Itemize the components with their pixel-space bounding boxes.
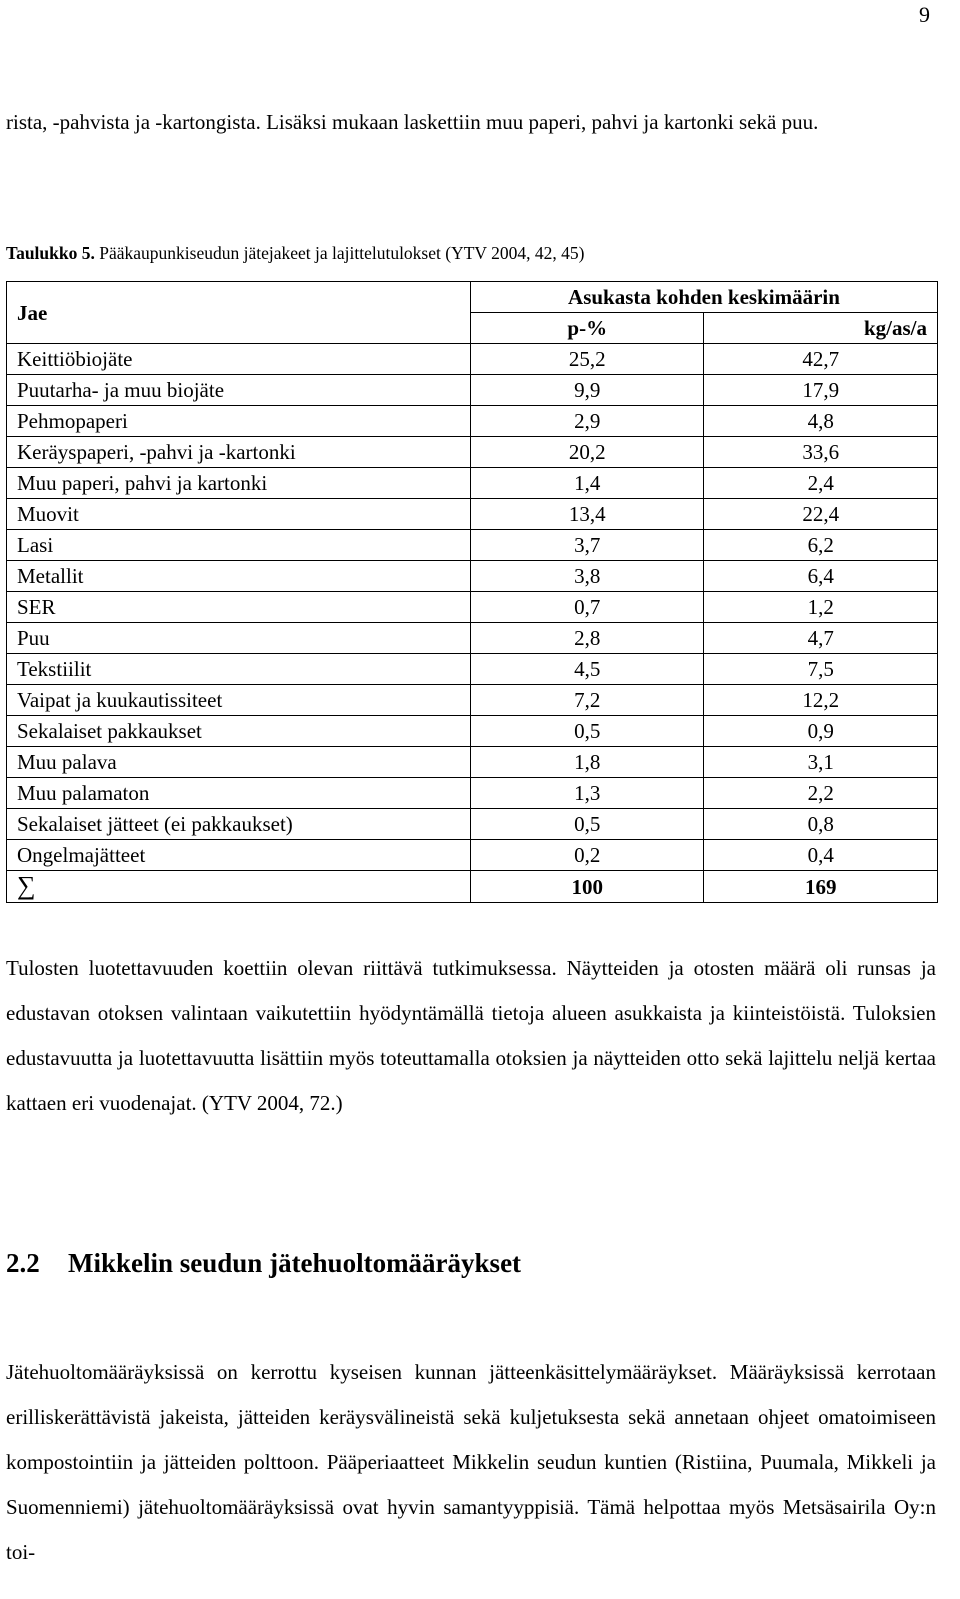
cell-percent: 0,5 (470, 809, 704, 840)
waste-fractions-table (6, 281, 938, 903)
table-row (7, 530, 938, 561)
header-group: Asukasta kohden keskimäärin (470, 282, 937, 313)
total-percent: 100 (470, 871, 704, 903)
cell-kg: 0,9 (704, 716, 938, 747)
table-caption (6, 243, 584, 264)
cell-jae: Lasi (7, 530, 471, 561)
cell-percent: 1,3 (470, 778, 704, 809)
cell-percent: 20,2 (470, 437, 704, 468)
table-row (7, 716, 938, 747)
table-row (7, 406, 938, 437)
table-total-row (7, 871, 938, 903)
cell-percent: 3,7 (470, 530, 704, 561)
page-number: 9 (919, 2, 930, 27)
cell-kg: 4,8 (704, 406, 938, 437)
cell-kg: 0,4 (704, 840, 938, 871)
section-heading (6, 1248, 521, 1279)
table-row (7, 747, 938, 778)
cell-percent: 1,4 (470, 468, 704, 499)
cell-percent: 1,8 (470, 747, 704, 778)
table-row (7, 840, 938, 871)
cell-percent: 7,2 (470, 685, 704, 716)
sigma-icon: ∑ (17, 871, 36, 900)
cell-percent: 2,8 (470, 623, 704, 654)
cell-percent: 13,4 (470, 499, 704, 530)
cell-jae: Keittiöbiojäte (7, 344, 471, 375)
cell-kg: 2,4 (704, 468, 938, 499)
sum-symbol (7, 871, 471, 903)
cell-jae: Puu (7, 623, 471, 654)
table-row (7, 778, 938, 809)
table-row (7, 654, 938, 685)
cell-jae: Muu paperi, pahvi ja kartonki (7, 468, 471, 499)
cell-jae: Muu palava (7, 747, 471, 778)
cell-percent: 9,9 (470, 375, 704, 406)
table-caption-label: Taulukko 5. (6, 243, 95, 263)
table-row (7, 623, 938, 654)
table-body (7, 344, 938, 903)
cell-percent: 4,5 (470, 654, 704, 685)
cell-jae: Muovit (7, 499, 471, 530)
cell-percent: 0,2 (470, 840, 704, 871)
cell-jae: Pehmopaperi (7, 406, 471, 437)
cell-percent: 25,2 (470, 344, 704, 375)
table-row (7, 561, 938, 592)
header-jae: Jae (7, 282, 471, 344)
cell-percent: 3,8 (470, 561, 704, 592)
cell-jae: Sekalaiset pakkaukset (7, 716, 471, 747)
cell-percent: 2,9 (470, 406, 704, 437)
cell-kg: 6,2 (704, 530, 938, 561)
table-header-row (7, 282, 938, 313)
cell-jae: Keräyspaperi, -pahvi ja -kartonki (7, 437, 471, 468)
table-row (7, 437, 938, 468)
cell-kg: 1,2 (704, 592, 938, 623)
header-kg: kg/as/a (704, 313, 938, 344)
cell-jae: SER (7, 592, 471, 623)
cell-kg: 0,8 (704, 809, 938, 840)
cell-kg: 7,5 (704, 654, 938, 685)
cell-jae: Tekstiilit (7, 654, 471, 685)
cell-jae: Ongelmajätteet (7, 840, 471, 871)
cell-percent: 0,7 (470, 592, 704, 623)
cell-jae: Puutarha- ja muu biojäte (7, 375, 471, 406)
table-caption-text: Pääkaupunkiseudun jätejakeet ja lajittelutulokset (YTV 2004, 42, 45) (94, 243, 585, 263)
total-kg: 169 (704, 871, 938, 903)
cell-kg: 33,6 (704, 437, 938, 468)
table-row (7, 499, 938, 530)
cell-kg: 4,7 (704, 623, 938, 654)
header-percent: p-% (470, 313, 704, 344)
cell-percent: 0,5 (470, 716, 704, 747)
table-row (7, 809, 938, 840)
cell-kg: 22,4 (704, 499, 938, 530)
cell-kg: 42,7 (704, 344, 938, 375)
table-row (7, 375, 938, 406)
cell-jae: Sekalaiset jätteet (ei pakkaukset) (7, 809, 471, 840)
cell-jae: Vaipat ja kuukautissiteet (7, 685, 471, 716)
table-row (7, 685, 938, 716)
cell-kg: 2,2 (704, 778, 938, 809)
table-row (7, 344, 938, 375)
cell-jae: Metallit (7, 561, 471, 592)
cell-kg: 6,4 (704, 561, 938, 592)
intro-paragraph: rista, -pahvista ja -kartongista. Lisäksi mukaan laskettiin muu paperi, pahvi ja kartonki sekä puu. (6, 110, 819, 134)
regulations-paragraph: Jätehuoltomääräyksissä on kerrottu kyseisen kunnan jätteenkäsittelymääräykset. Määräyksissä kerrotaan erilliskerättävistä jakeista, jätteiden keräysvälineistä sekä kuljetuksesta sekä annetaan ohjeet omatoimiseen kompostointiin ja jätteiden polttoon. Pääperiaatteet Mikkelin seudun kuntien (Ristiina, Puumala, Mikkeli ja Suomenniemi) jätehuoltomääräyksissä ovat hyvin samantyyppisiä. Tämä helpottaa myös Metsäsairila Oy:n toi- (6, 1360, 936, 1564)
reliability-paragraph: Tulosten luotettavuuden koettiin olevan riittävä tutkimuksessa. Näytteiden ja otosten määrä oli runsas ja edustavan otoksen valintaan vaikutettiin hyödyntämällä tietoja alueen asukkaista ja kiinteistöistä. Tuloksien edustavuutta ja luotettavuutta lisättiin myös toteuttamalla otoksien ja näytteiden otto sekä lajittelu neljä kertaa kattaen eri vuodenajat. (YTV 2004, 72.) (6, 956, 936, 1115)
cell-kg: 3,1 (704, 747, 938, 778)
table-row (7, 592, 938, 623)
cell-kg: 17,9 (704, 375, 938, 406)
section-number: 2.2 (6, 1248, 40, 1278)
cell-jae: Muu palamaton (7, 778, 471, 809)
section-title: Mikkelin seudun jätehuoltomääräykset (68, 1248, 522, 1278)
table-row (7, 468, 938, 499)
cell-kg: 12,2 (704, 685, 938, 716)
